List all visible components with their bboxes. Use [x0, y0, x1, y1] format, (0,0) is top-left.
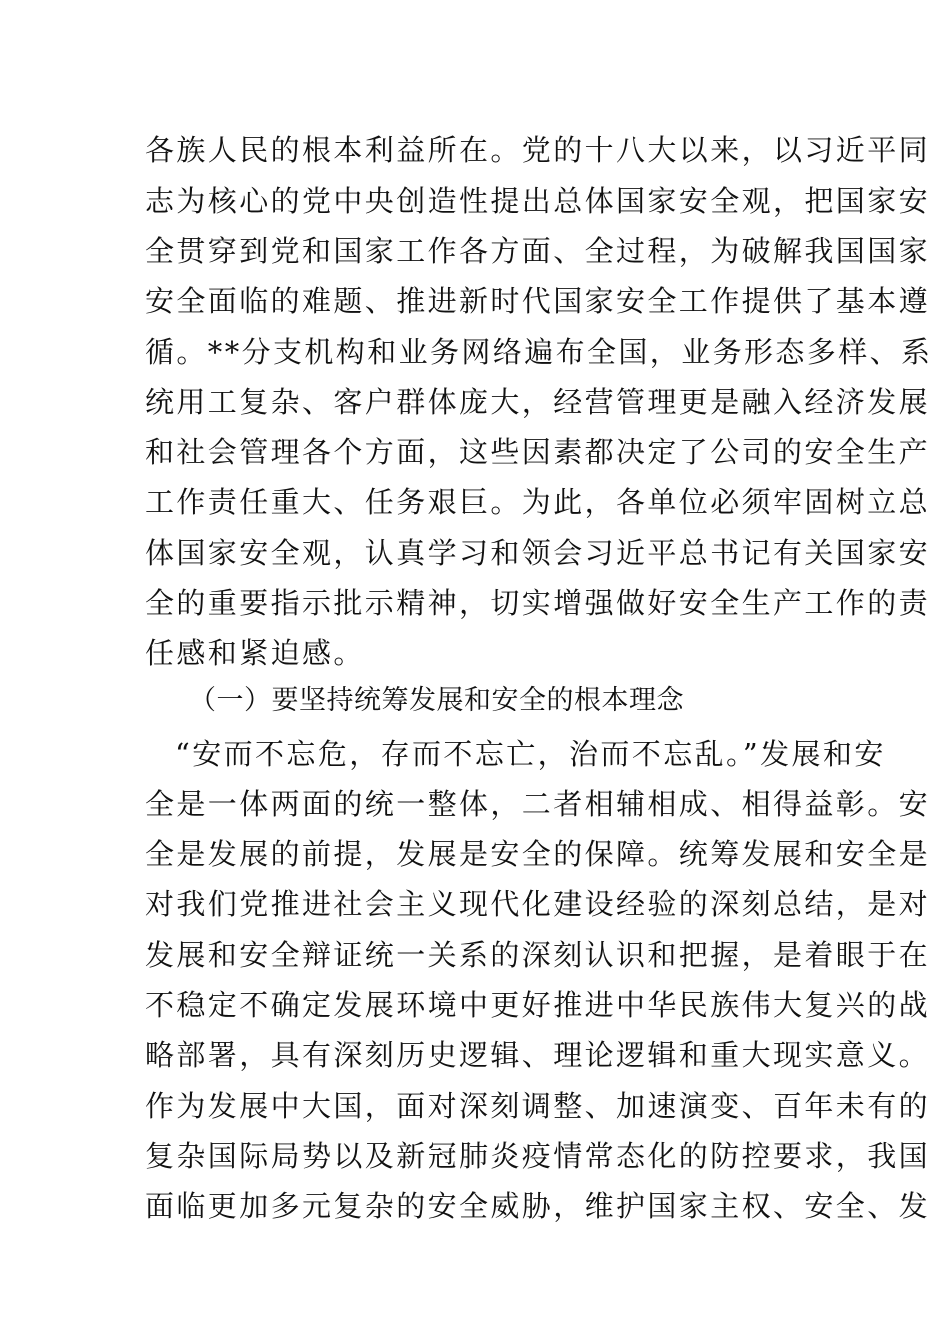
text-line: 复杂国际局势以及新冠肺炎疫情常态化的防控要求，我国 [145, 1139, 931, 1173]
text-line: 面临更加多元复杂的安全威胁，维护国家主权、安全、发 [145, 1189, 931, 1223]
text-line: 和社会管理各个方面，这些因素都决定了公司的安全生产 [145, 435, 931, 469]
text-line: 全贯穿到党和国家工作各方面、全过程，为破解我国国家 [145, 234, 931, 268]
text-line: 对我们党推进社会主义现代化建设经验的深刻总结，是对 [145, 887, 931, 921]
section-heading: （一）要坚持统筹发展和安全的根本理念 [189, 685, 684, 716]
text-line: 发展和安全辩证统一关系的深刻认识和把握，是着眼于在 [145, 938, 931, 972]
text-line: 全的重要指示批示精神，切实增强做好安全生产工作的责 [145, 586, 931, 620]
text-line: 各族人民的根本利益所在。党的十八大以来，以习近平同 [145, 133, 931, 167]
text-line: “安而不忘危，存而不忘亡，治而不忘乱。”发展和安 [175, 737, 886, 771]
text-line: 全是发展的前提，发展是安全的保障。统筹发展和安全是 [145, 837, 931, 871]
text-line: 安全面临的难题、推进新时代国家安全工作提供了基本遵 [145, 284, 931, 318]
text-line: 志为核心的党中央创造性提出总体国家安全观，把国家安 [145, 184, 931, 218]
text-line: 工作责任重大、任务艰巨。为此，各单位必须牢固树立总 [145, 485, 931, 519]
text-line: 任感和紧迫感。 [145, 636, 365, 670]
text-line: 统用工复杂、客户群体庞大，经营管理更是融入经济发展 [145, 385, 931, 419]
text-line: 循。**分支机构和业务网络遍布全国，业务形态多样、系 [145, 335, 933, 369]
text-line: 不稳定不确定发展环境中更好推进中华民族伟大复兴的战 [145, 988, 931, 1022]
text-line: 作为发展中大国，面对深刻调整、加速演变、百年未有的 [145, 1089, 931, 1123]
text-line: 全是一体两面的统一整体，二者相辅相成、相得益彰。安 [145, 787, 931, 821]
text-line: 略部署，具有深刻历史逻辑、理论逻辑和重大现实意义。 [145, 1038, 931, 1072]
text-line: 体国家安全观，认真学习和领会习近平总书记有关国家安 [145, 536, 931, 570]
